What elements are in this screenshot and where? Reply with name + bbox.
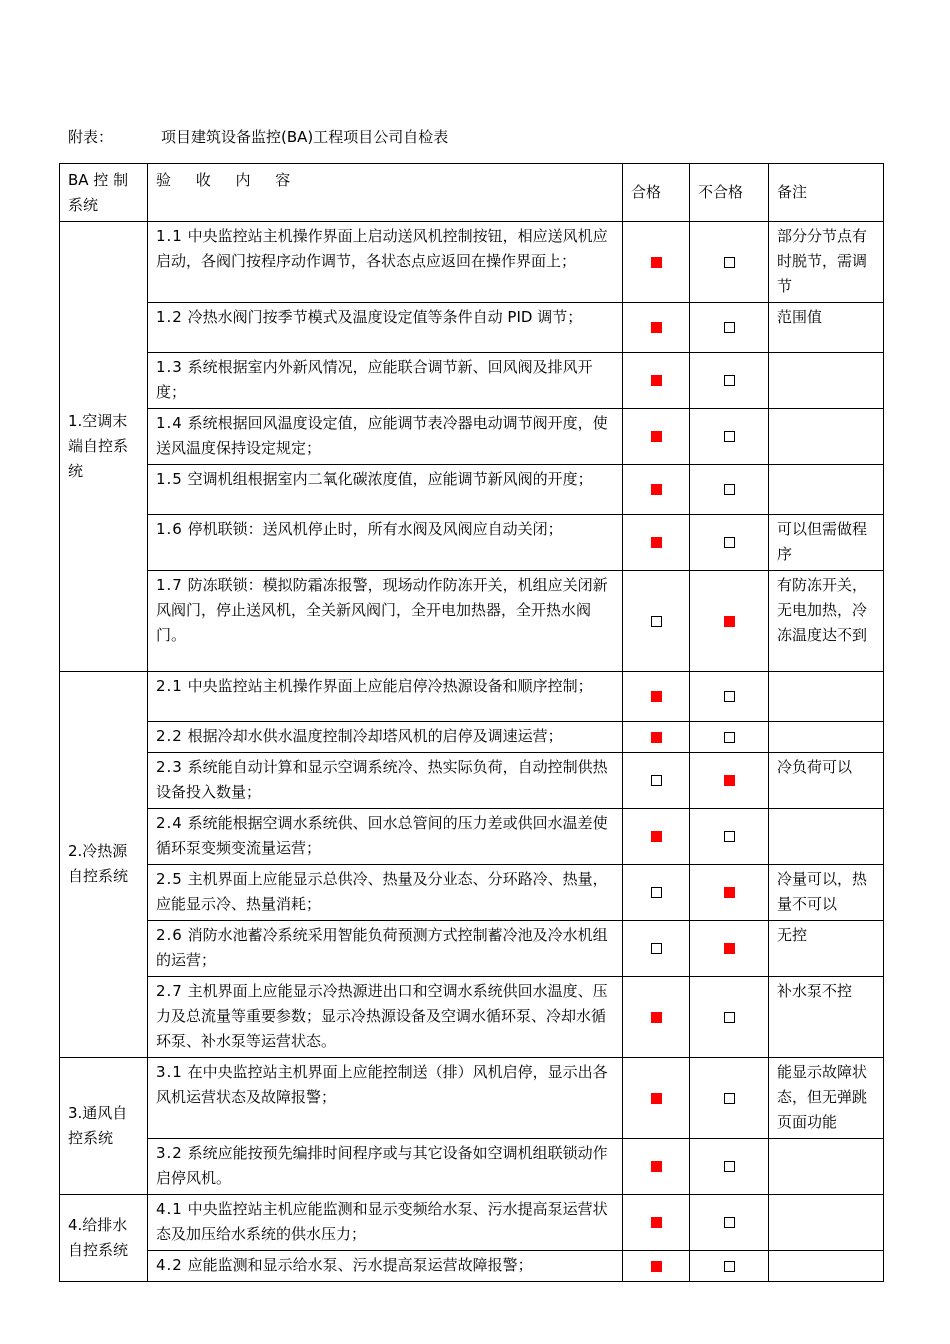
item-text: 中央监控站主机应能监测和显示变频给水泵、污水提高泵运营状态及加压给水系统的供水压力； bbox=[156, 1200, 608, 1243]
fail-cell bbox=[690, 571, 769, 672]
pass-cell bbox=[623, 1139, 690, 1195]
pass-checkbox[interactable] bbox=[651, 616, 662, 627]
table-body bbox=[60, 222, 884, 1282]
item-number: 2.3 bbox=[156, 758, 183, 776]
pass-cell bbox=[623, 1195, 690, 1251]
pass-checkbox[interactable] bbox=[651, 1217, 662, 1228]
fail-cell bbox=[690, 409, 769, 465]
pass-checkbox[interactable] bbox=[651, 1012, 662, 1023]
table-row bbox=[60, 222, 884, 303]
header-system: BA 控 制 系统 bbox=[60, 164, 148, 222]
remark: 部分分节点有时脱节，需调节 bbox=[769, 222, 884, 303]
remark: 范围值 bbox=[769, 303, 884, 353]
fail-cell bbox=[690, 222, 769, 303]
pass-checkbox[interactable] bbox=[651, 257, 662, 268]
item-text: 根据冷却水供水温度控制冷却塔风机的启停及调速运营； bbox=[187, 727, 563, 745]
pass-checkbox[interactable] bbox=[651, 732, 662, 743]
item-number: 1.5 bbox=[156, 470, 183, 488]
inspection-item bbox=[148, 1195, 623, 1251]
inspection-item bbox=[148, 1251, 623, 1282]
header-fail: 不合格 bbox=[690, 164, 769, 222]
item-number: 1.3 bbox=[156, 358, 183, 376]
pass-cell bbox=[623, 672, 690, 722]
inspection-item bbox=[148, 865, 623, 921]
pass-checkbox[interactable] bbox=[651, 322, 662, 333]
header-remark: 备注 bbox=[769, 164, 884, 222]
fail-cell bbox=[690, 753, 769, 809]
remark bbox=[769, 353, 884, 409]
remark: 无控 bbox=[769, 921, 884, 977]
inspection-item bbox=[148, 1058, 623, 1139]
table-row bbox=[60, 809, 884, 865]
item-number: 4.2 bbox=[156, 1256, 183, 1274]
inspection-item bbox=[148, 465, 623, 515]
pass-cell bbox=[623, 1058, 690, 1139]
header-content: 验 收 内 容 bbox=[148, 164, 623, 222]
remark bbox=[769, 672, 884, 722]
remark: 冷负荷可以 bbox=[769, 753, 884, 809]
fail-cell bbox=[690, 977, 769, 1058]
inspection-item bbox=[148, 222, 623, 303]
fail-checkbox[interactable] bbox=[724, 1161, 735, 1172]
item-text: 主机界面上应能显示冷热源进出口和空调水系统供回水温度、压力及总流量等重要参数；显示冷热源设备及空调水循环泵、冷却水循环泵、补水泵等运营状态。 bbox=[156, 982, 608, 1050]
fail-checkbox[interactable] bbox=[724, 322, 735, 333]
document-heading bbox=[68, 126, 448, 147]
item-text: 冷热水阀门按季节模式及温度设定值等条件自动 PID 调节； bbox=[187, 308, 583, 326]
inspection-item bbox=[148, 977, 623, 1058]
table-row bbox=[60, 571, 884, 672]
pass-checkbox[interactable] bbox=[651, 484, 662, 495]
item-text: 主机界面上应能显示总供冷、热量及分业态、分环路冷、热量，应能显示冷、热量消耗； bbox=[156, 870, 608, 913]
fail-checkbox[interactable] bbox=[724, 375, 735, 386]
fail-checkbox[interactable] bbox=[724, 943, 735, 954]
item-number: 1.6 bbox=[156, 520, 183, 538]
item-text: 系统根据室内外新风情况，应能联合调节新、回风阀及排风开度； bbox=[156, 358, 593, 401]
system-name: 2.冷热源自控系统 bbox=[60, 672, 148, 1058]
fail-checkbox[interactable] bbox=[724, 775, 735, 786]
pass-checkbox[interactable] bbox=[651, 831, 662, 842]
table-row bbox=[60, 465, 884, 515]
fail-checkbox[interactable] bbox=[724, 1217, 735, 1228]
pass-cell bbox=[623, 409, 690, 465]
inspection-item bbox=[148, 672, 623, 722]
item-text: 在中央监控站主机界面上应能控制送（排）风机启停，显示出各风机运营状态及故障报警； bbox=[156, 1063, 608, 1106]
table-row bbox=[60, 1195, 884, 1251]
table-row bbox=[60, 865, 884, 921]
item-number: 2.5 bbox=[156, 870, 183, 888]
table-row bbox=[60, 977, 884, 1058]
system-name: 1.空调末端自控系统 bbox=[60, 222, 148, 672]
inspection-item bbox=[148, 571, 623, 672]
pass-checkbox[interactable] bbox=[651, 691, 662, 702]
fail-checkbox[interactable] bbox=[724, 1093, 735, 1104]
system-name: 4.给排水自控系统 bbox=[60, 1195, 148, 1282]
inspection-item bbox=[148, 722, 623, 753]
fail-cell bbox=[690, 465, 769, 515]
remark bbox=[769, 409, 884, 465]
system-name: 3.通风自控系统 bbox=[60, 1058, 148, 1195]
fail-cell bbox=[690, 1139, 769, 1195]
fail-checkbox[interactable] bbox=[724, 537, 735, 548]
pass-checkbox[interactable] bbox=[651, 1093, 662, 1104]
header-pass: 合格 bbox=[623, 164, 690, 222]
pass-checkbox[interactable] bbox=[651, 1261, 662, 1272]
pass-checkbox[interactable] bbox=[651, 537, 662, 548]
fail-cell bbox=[690, 353, 769, 409]
item-text: 系统根据回风温度设定值，应能调节表冷器电动调节阀开度，使送风温度保持设定规定； bbox=[156, 414, 608, 457]
pass-cell bbox=[623, 753, 690, 809]
fail-checkbox[interactable] bbox=[724, 431, 735, 442]
pass-cell bbox=[623, 303, 690, 353]
remark bbox=[769, 1195, 884, 1251]
pass-cell bbox=[623, 515, 690, 571]
fail-checkbox[interactable] bbox=[724, 691, 735, 702]
remark: 补水泵不控 bbox=[769, 977, 884, 1058]
table-row bbox=[60, 515, 884, 571]
pass-checkbox[interactable] bbox=[651, 1161, 662, 1172]
pass-cell bbox=[623, 222, 690, 303]
fail-cell bbox=[690, 722, 769, 753]
remark: 能显示故障状态，但无弹跳页面功能 bbox=[769, 1058, 884, 1139]
inspection-table bbox=[59, 163, 884, 1282]
inspection-item bbox=[148, 809, 623, 865]
pass-checkbox[interactable] bbox=[651, 375, 662, 386]
pass-cell bbox=[623, 465, 690, 515]
fail-cell bbox=[690, 303, 769, 353]
inspection-item bbox=[148, 1139, 623, 1195]
fail-cell bbox=[690, 1195, 769, 1251]
inspection-item bbox=[148, 921, 623, 977]
item-text: 中央监控站主机操作界面上启动送风机控制按钮，相应送风机应启动，各阀门按程序动作调节，各状态点应返回在操作界面上； bbox=[156, 227, 608, 270]
pass-checkbox[interactable] bbox=[651, 431, 662, 442]
remark bbox=[769, 809, 884, 865]
item-number: 2.1 bbox=[156, 677, 183, 695]
item-text: 应能监测和显示给水泵、污水提高泵运营故障报警； bbox=[187, 1256, 533, 1274]
table-row bbox=[60, 409, 884, 465]
item-text: 系统应能按预先编排时间程序或与其它设备如空调机组联锁动作启停风机。 bbox=[156, 1144, 608, 1187]
fail-cell bbox=[690, 1058, 769, 1139]
pass-cell bbox=[623, 722, 690, 753]
item-text: 消防水池蓄冷系统采用智能负荷预测方式控制蓄冷池及冷水机组的运营； bbox=[156, 926, 608, 969]
item-number: 2.6 bbox=[156, 926, 183, 944]
item-text: 中央监控站主机操作界面上应能启停冷热源设备和顺序控制； bbox=[187, 677, 593, 695]
item-number: 1.7 bbox=[156, 576, 183, 594]
table-row bbox=[60, 921, 884, 977]
pass-cell bbox=[623, 353, 690, 409]
fail-cell bbox=[690, 1251, 769, 1282]
remark bbox=[769, 1251, 884, 1282]
pass-cell bbox=[623, 809, 690, 865]
fail-checkbox[interactable] bbox=[724, 484, 735, 495]
fail-checkbox[interactable] bbox=[724, 1012, 735, 1023]
inspection-item bbox=[148, 353, 623, 409]
inspection-item bbox=[148, 409, 623, 465]
pass-cell bbox=[623, 571, 690, 672]
item-text: 空调机组根据室内二氧化碳浓度值，应能调节新风阀的开度； bbox=[187, 470, 593, 488]
item-number: 2.7 bbox=[156, 982, 183, 1000]
pass-cell bbox=[623, 1251, 690, 1282]
item-number: 1.4 bbox=[156, 414, 183, 432]
fail-cell bbox=[690, 865, 769, 921]
fail-checkbox[interactable] bbox=[724, 1261, 735, 1272]
pass-cell bbox=[623, 865, 690, 921]
item-text: 防冻联锁：模拟防霜冻报警，现场动作防冻开关，机组应关闭新风阀门，停止送风机，全关新风阀门，全开电加热器，全开热水阀门。 bbox=[156, 576, 608, 644]
inspection-item bbox=[148, 515, 623, 571]
fail-checkbox[interactable] bbox=[724, 257, 735, 268]
remark bbox=[769, 1139, 884, 1195]
table-row bbox=[60, 303, 884, 353]
pass-cell bbox=[623, 921, 690, 977]
fail-cell bbox=[690, 515, 769, 571]
item-number: 3.1 bbox=[156, 1063, 183, 1081]
item-text: 系统能自动计算和显示空调系统冷、热实际负荷，自动控制供热设备投入数量； bbox=[156, 758, 608, 801]
heading-prefix: 附表： bbox=[68, 128, 114, 146]
item-text: 系统能根据空调水系统供、回水总管间的压力差或供回水温差使循环泵变频变流量运营； bbox=[156, 814, 608, 857]
table-row bbox=[60, 672, 884, 722]
pass-cell bbox=[623, 977, 690, 1058]
item-number: 1.2 bbox=[156, 308, 183, 326]
inspection-item bbox=[148, 303, 623, 353]
item-number: 2.4 bbox=[156, 814, 183, 832]
fail-checkbox[interactable] bbox=[724, 616, 735, 627]
item-number: 2.2 bbox=[156, 727, 183, 745]
heading-title: 项目建筑设备监控(BA)工程项目公司自检表 bbox=[161, 128, 449, 146]
fail-cell bbox=[690, 921, 769, 977]
fail-checkbox[interactable] bbox=[724, 831, 735, 842]
item-text: 停机联锁：送风机停止时，所有水阀及风阀应自动关闭； bbox=[187, 520, 563, 538]
item-number: 1.1 bbox=[156, 227, 183, 245]
fail-cell bbox=[690, 809, 769, 865]
pass-checkbox[interactable] bbox=[651, 943, 662, 954]
table-row bbox=[60, 353, 884, 409]
table-row bbox=[60, 1251, 884, 1282]
fail-cell bbox=[690, 672, 769, 722]
table-row bbox=[60, 1139, 884, 1195]
item-number: 4.1 bbox=[156, 1200, 183, 1218]
remark bbox=[769, 722, 884, 753]
remark: 有防冻开关，无电加热，冷冻温度达不到 bbox=[769, 571, 884, 672]
inspection-item bbox=[148, 753, 623, 809]
table-row bbox=[60, 1058, 884, 1139]
table-row bbox=[60, 753, 884, 809]
table-row bbox=[60, 722, 884, 753]
fail-checkbox[interactable] bbox=[724, 732, 735, 743]
remark: 可以但需做程序 bbox=[769, 515, 884, 571]
pass-checkbox[interactable] bbox=[651, 775, 662, 786]
pass-checkbox[interactable] bbox=[651, 887, 662, 898]
remark: 冷量可以，热量不可以 bbox=[769, 865, 884, 921]
fail-checkbox[interactable] bbox=[724, 887, 735, 898]
item-number: 3.2 bbox=[156, 1144, 183, 1162]
remark bbox=[769, 465, 884, 515]
